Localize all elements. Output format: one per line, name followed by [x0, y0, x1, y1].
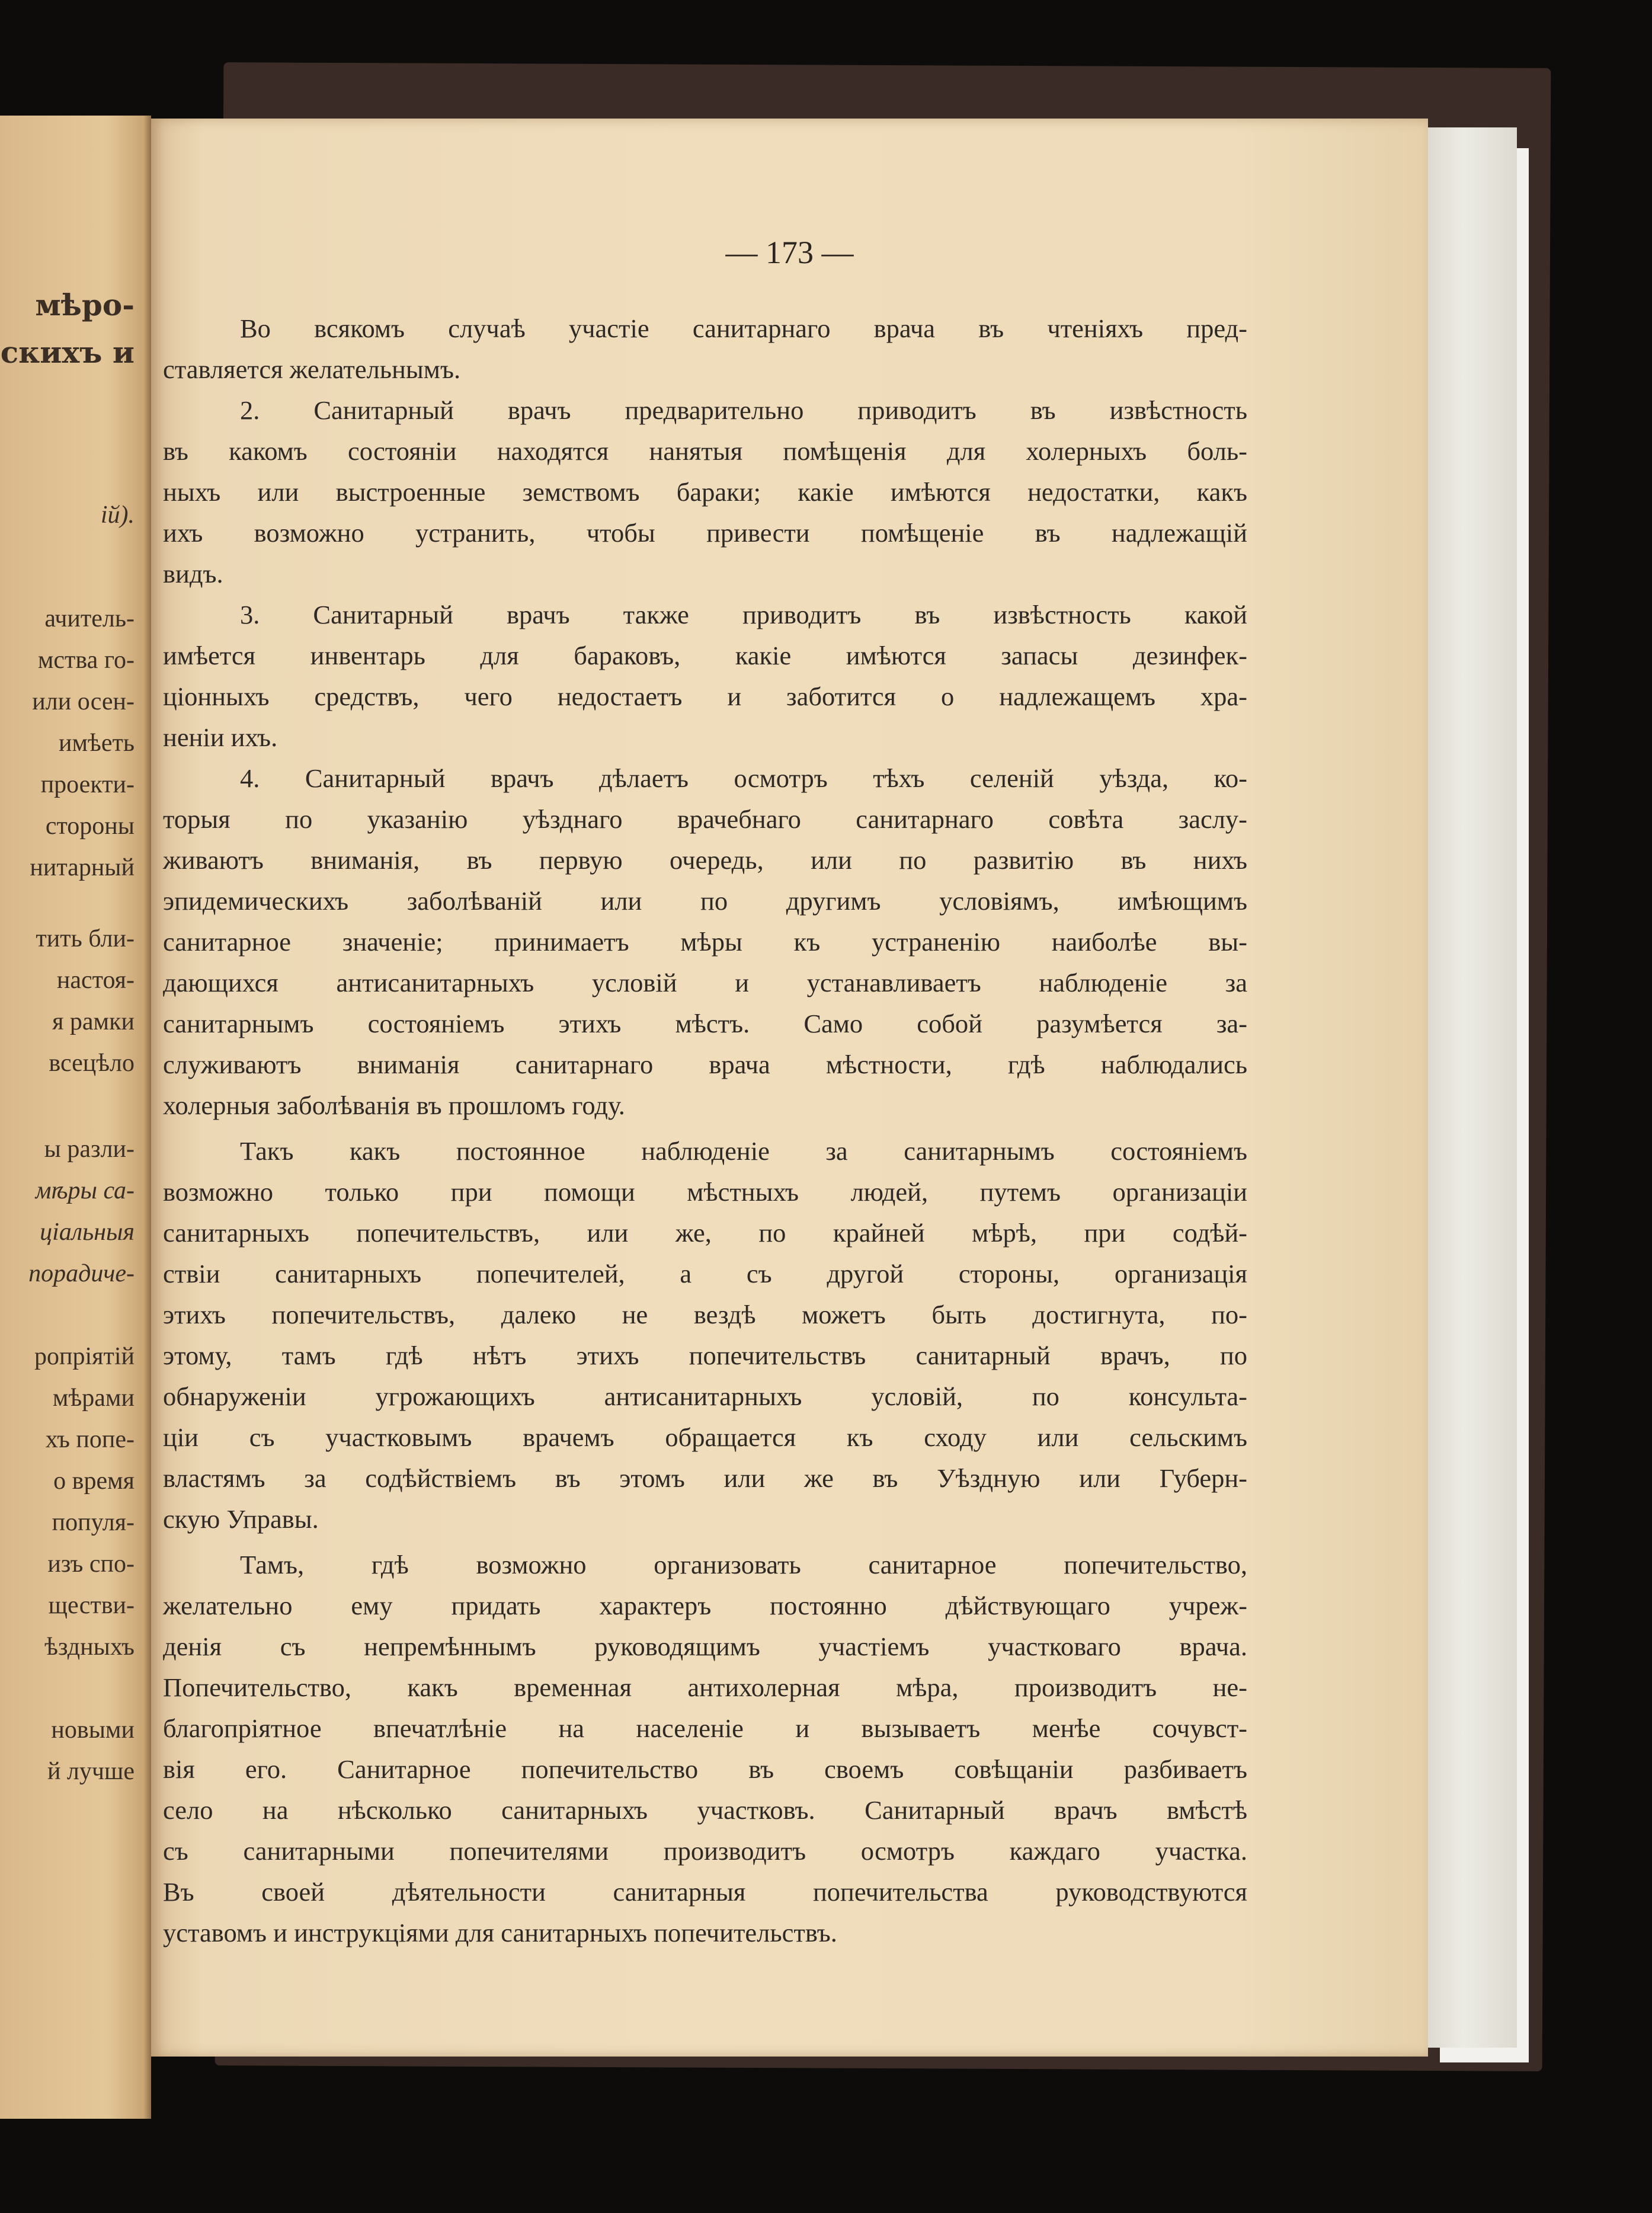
left-page-fragment: я рамки	[52, 1008, 135, 1035]
text-line: Тамъ, гдѣ возможно организовать санитарное попечительство,	[240, 1550, 1247, 1579]
left-page-fragment: ій).	[100, 501, 135, 529]
left-page-fragment: имѣеть	[58, 730, 135, 757]
text-line: служиваютъ вниманія санитарнаго врача мѣстности, гдѣ наблюдались	[163, 1050, 1247, 1079]
left-page-fragment: ы разли-	[44, 1136, 135, 1163]
left-page-fragment: й лучше	[47, 1758, 135, 1785]
text-line: этому, тамъ гдѣ нѣтъ этихъ попечительствъ санитарный врачъ, по	[163, 1341, 1247, 1370]
text-line: эпидемическихъ заболѣваній или по другимъ условіямъ, имѣющимъ	[163, 886, 1247, 916]
text-line: дающихся антисанитарныхъ условій и устанавливаетъ наблюденіе за	[163, 968, 1247, 997]
text-line: имѣется инвентарь для бараковъ, какіе имѣются запасы дезинфек-	[163, 641, 1247, 670]
text-line: Такъ какъ постоянное наблюденіе за санитарнымъ состояніемъ	[240, 1136, 1247, 1166]
text-line: неніи ихъ.	[163, 722, 278, 752]
text-line: санитарнымъ состояніемъ этихъ мѣстъ. Само собой разумѣется за-	[163, 1009, 1247, 1038]
left-page-fragment: настоя-	[56, 967, 135, 994]
left-page-fragment: мѣрами	[52, 1384, 135, 1412]
text-line: обнаруженіи угрожающихъ антисанитарныхъ условій, по консульта-	[163, 1381, 1247, 1411]
text-line: уставомъ и инструкціями для санитарныхъ попечительствъ.	[163, 1918, 837, 1947]
text-line: съ санитарными попечителями производитъ осмотръ каждаго участка.	[163, 1836, 1247, 1866]
text-line: ціи съ участковымъ врачемъ обращается къ сходу или сельскимъ	[163, 1422, 1247, 1452]
text-line: денія съ непремѣннымъ руководящимъ участіемъ участковаго врача.	[163, 1632, 1247, 1661]
text-line: Въ своей дѣятельности санитарныя попечительства руководствуются	[163, 1877, 1247, 1907]
left-page-fragment: новыми	[51, 1716, 135, 1744]
text-line: этихъ попечительствъ, далеко не вездѣ можетъ быть достигнута, по-	[163, 1300, 1247, 1329]
left-page-fragment: проекти-	[40, 771, 135, 798]
text-line: скую Управы.	[163, 1504, 319, 1534]
left-page-fragment: ществи-	[48, 1592, 135, 1619]
text-line: санитарныхъ попечительствъ, или же, по крайней мѣрѣ, при содѣй-	[163, 1218, 1247, 1248]
left-page-fragment: мства го-	[37, 647, 135, 674]
left-page-fragment: или осен-	[32, 688, 135, 715]
text-line: 3. Санитарный врачъ также приводитъ въ извѣстность какой	[240, 600, 1247, 629]
text-line: санитарное значеніе; принимаетъ мѣры къ устраненію наиболѣе вы-	[163, 927, 1247, 957]
text-line: холерныя заболѣванія въ прошломъ году.	[163, 1090, 625, 1120]
left-page-fragment: тить бли-	[36, 925, 135, 952]
left-page-fragment: ропріятій	[34, 1343, 135, 1370]
left-page-fragment: мѣро-	[35, 287, 135, 322]
left-page-fragment: всецѣло	[49, 1050, 135, 1077]
text-line: возможно только при помощи мѣстныхъ людей, путемъ организаціи	[163, 1177, 1247, 1207]
right-page	[151, 119, 1428, 2057]
page-number: — 173 —	[725, 235, 854, 270]
text-line: желательно ему придать характеръ постоянно дѣйствующаго учреж-	[163, 1591, 1247, 1620]
text-line: видъ.	[163, 559, 223, 589]
text-line: ствіи санитарныхъ попечителей, а съ другой стороны, организація	[163, 1259, 1247, 1288]
text-line: въ какомъ состояніи находятся нанятыя помѣщенія для холерныхъ боль-	[163, 436, 1247, 466]
left-page-fragment: хъ попе-	[45, 1426, 135, 1453]
text-line: ныхъ или выстроенные земствомъ бараки; какіе имѣются недостатки, какъ	[163, 477, 1247, 507]
left-page-fragment: порадиче-	[28, 1260, 135, 1287]
left-page-fragment: о время	[53, 1467, 135, 1495]
left-page-fragment: ціальныя	[40, 1219, 135, 1246]
text-line: 4. Санитарный врачъ дѣлаетъ осмотръ тѣхъ селеній уѣзда, ко-	[240, 763, 1247, 793]
text-line: вія его. Санитарное попечительство въ своемъ совѣщаніи разбиваетъ	[163, 1754, 1247, 1784]
text-line: Во всякомъ случаѣ участіе санитарнаго врача въ чтеніяхъ пред-	[240, 314, 1247, 343]
left-page-fragment: скихъ и	[0, 335, 135, 370]
text-line: властямъ за содѣйствіемъ въ этомъ или же въ Уѣздную или Губерн-	[163, 1463, 1247, 1493]
text-line: 2. Санитарный врачъ предварительно приводитъ въ извѣстность	[240, 395, 1247, 425]
left-page-fragment: ачитель-	[44, 605, 135, 632]
left-page-fragment: изъ спо-	[47, 1550, 135, 1578]
left-page	[0, 116, 151, 2119]
left-page-fragment: популя-	[52, 1509, 135, 1536]
left-page-fragment: ѣздныхъ	[44, 1633, 135, 1661]
left-page-fragment: мѣры са-	[35, 1177, 135, 1204]
text-line: Попечительство, какъ временная антихолерная мѣра, производитъ не-	[163, 1672, 1247, 1702]
text-line: ціонныхъ средствъ, чего недостаетъ и заботится о надлежащемъ хра-	[163, 682, 1247, 711]
text-line: ставляется желательнымъ.	[163, 354, 461, 384]
text-line: село на нѣсколько санитарныхъ участковъ. Санитарный врачъ вмѣстѣ	[163, 1795, 1247, 1825]
page-text	[163, 308, 1247, 1953]
text-line: живаютъ вниманія, въ первую очередь, или по развитію въ нихъ	[163, 845, 1247, 875]
left-page-fragment: нитарный	[30, 854, 135, 881]
text-line: ихъ возможно устранить, чтобы привести помѣщеніе въ надлежащій	[163, 518, 1247, 548]
text-line: благопріятное впечатлѣніе на населеніе и вызываетъ менѣе сочувст-	[163, 1713, 1247, 1743]
left-page-fragment: стороны	[45, 813, 135, 840]
text-line: торыя по указанію уѣзднаго врачебнаго санитарнаго совѣта заслу-	[163, 804, 1247, 834]
